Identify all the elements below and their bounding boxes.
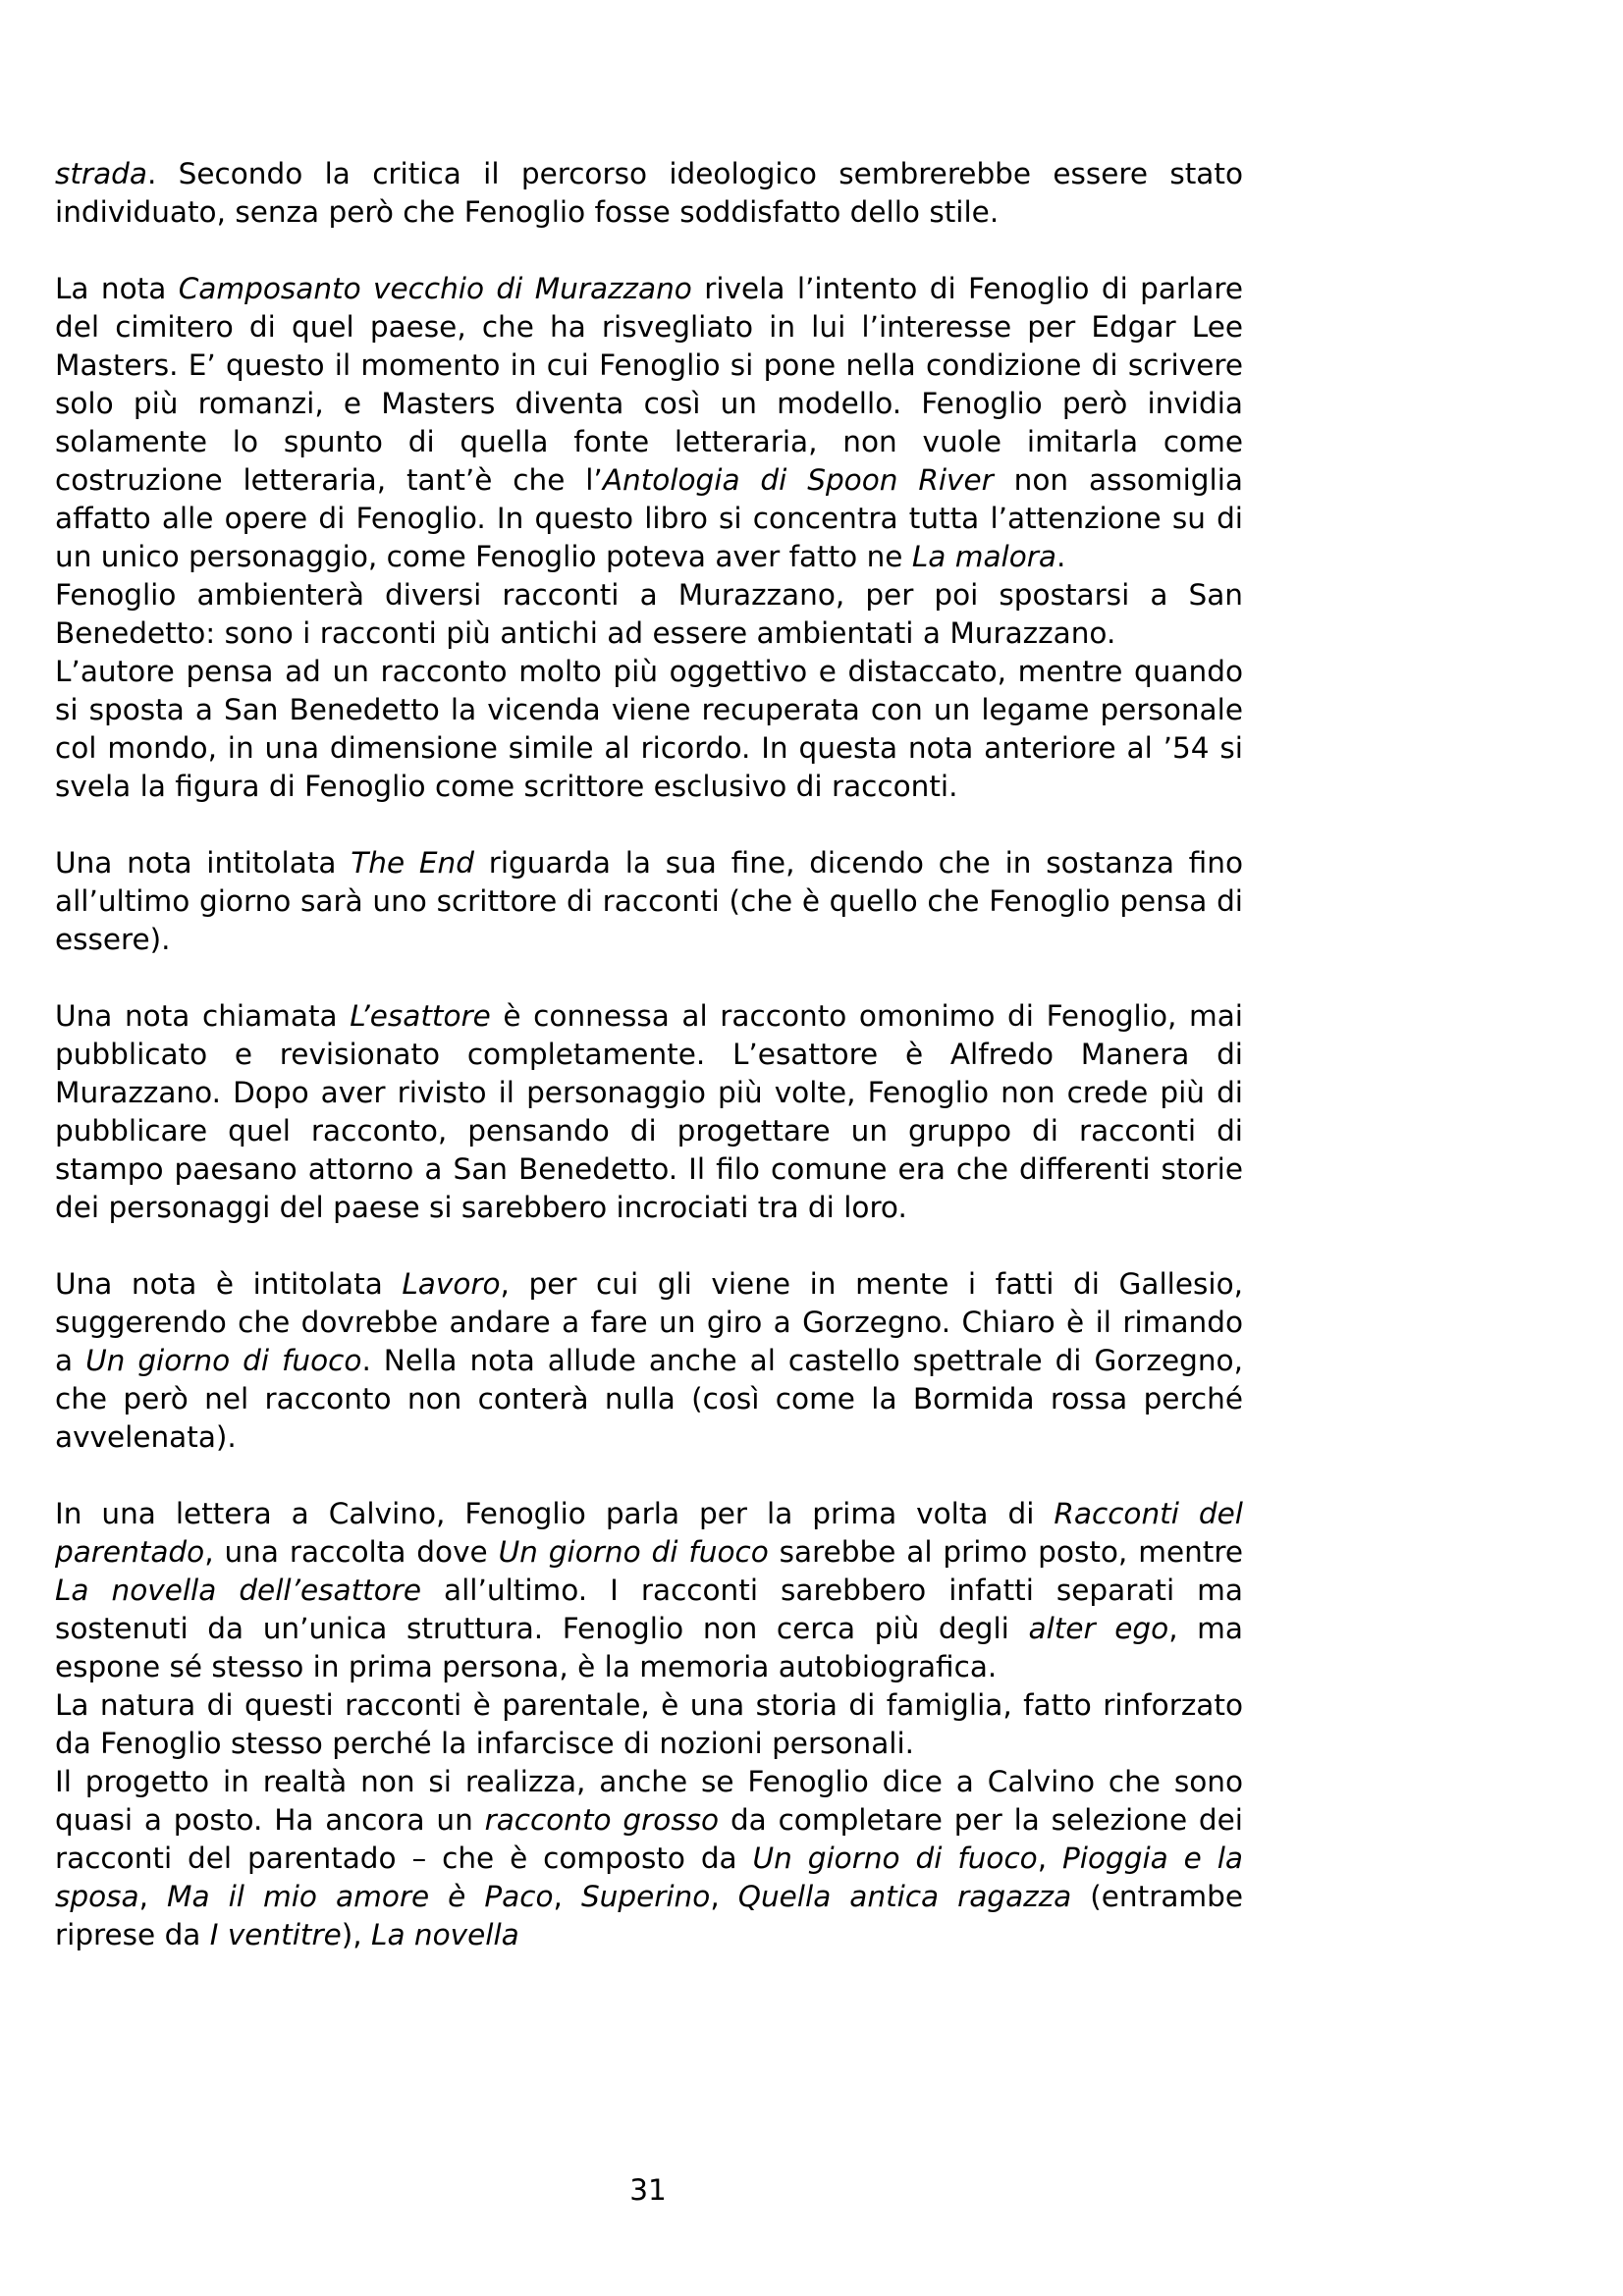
- paragraph: [55, 576, 1243, 653]
- italic-text: alter ego: [1028, 1612, 1169, 1645]
- paragraph: [55, 653, 1243, 806]
- paragraph: [55, 155, 1243, 232]
- page-number: 31: [629, 2173, 667, 2207]
- italic-text: Lavoro: [402, 1267, 501, 1301]
- text-run: ,: [1037, 1842, 1062, 1875]
- text-run: ,: [553, 1880, 581, 1913]
- italic-text: strada: [55, 157, 147, 190]
- text-run: riguarda la sua fine, dicendo che in sostanza fino all’ultimo giorno sarà uno scrittore di racconti (che è quello che Fenoglio pensa di essere).: [55, 846, 1244, 956]
- text-run: (entrambe riprese da: [55, 1880, 1244, 1951]
- text-run: ,: [710, 1880, 738, 1913]
- paragraph: [55, 1265, 1243, 1457]
- paragraph: [55, 997, 1243, 1227]
- text-run: sarebbe al primo posto, mentre: [768, 1535, 1243, 1569]
- text-run: La nota: [55, 272, 179, 305]
- italic-text: I ventitre: [209, 1918, 342, 1951]
- paragraph: [55, 1686, 1243, 1763]
- text-run: , per cui gli viene in mente i fatti di Gallesio, suggerendo che dovrebbe andare a fare un giro a Gorzegno. Chiaro è il rimando a: [55, 1267, 1243, 1377]
- text-run: all’ultimo. I racconti sarebbero infatti separati ma sostenuti da un’unica struttura. Fenoglio non cerca più degli: [55, 1574, 1243, 1645]
- italic-text: Antologia di Spoon River: [602, 463, 994, 497]
- text-run: L’autore pensa ad un racconto molto più oggettivo e distaccato, mentre quando si sposta a San Benedetto la vicenda viene recuperata con un legame personale col mondo, in una dimensione simile al ricordo. In questa nota anteriore al ’54 si svela la figura di Fenoglio come scrittore esclusivo di racconti.: [55, 655, 1243, 803]
- italic-text: Un giorno di fuoco: [85, 1344, 362, 1377]
- paragraph: [55, 844, 1243, 959]
- italic-text: Racconti del parentado: [55, 1497, 1243, 1569]
- text-run: non assomiglia affatto alle opere di Fenoglio. In questo libro si concentra tutta l’attenzione su di un unico personaggio, come Fenoglio poteva aver fatto ne: [55, 463, 1243, 573]
- italic-text: Camposanto vecchio di Murazzano: [178, 272, 692, 305]
- italic-text: Superino: [580, 1880, 711, 1913]
- text-run: . Nella nota allude anche al castello spettrale di Gorzegno, che però nel racconto non conterà nulla (così come la Bormida rossa perché avvelenata).: [55, 1344, 1243, 1454]
- italic-text: Un giorno di fuoco: [498, 1535, 769, 1569]
- text-run: è connessa al racconto omonimo di Fenoglio, mai pubblicato e revisionato completamente. L’esattore è Alfredo Manera di Murazzano. Dopo aver rivisto il personaggio più volte, Fenoglio non crede più di pubblicare quel racconto, pensando di progettare un gruppo di racconti di stampo paesano attorno a San Benedetto. Il filo comune era che differenti storie dei personaggi del paese si sarebbero incrociati tra di loro.: [55, 999, 1243, 1224]
- italic-text: Quella antica ragazza: [737, 1880, 1072, 1913]
- text-run: In una lettera a Calvino, Fenoglio parla per la prima volta di: [55, 1497, 1055, 1530]
- text-run: Fenoglio ambienterà diversi racconti a Murazzano, per poi spostarsi a San Benedetto: sono i racconti più antichi ad essere ambientati a Murazzano.: [55, 578, 1243, 650]
- text-run: Una nota intitolata: [55, 846, 352, 880]
- text-run: Una nota chiamata: [55, 999, 351, 1033]
- text-run: ),: [341, 1918, 372, 1951]
- text-run: , una raccolta dove: [204, 1535, 499, 1569]
- text-run: rivela l’intento di Fenoglio di parlare del cimitero di quel paese, che ha risvegliato in lui l’interesse per Edgar Lee Masters. E’ questo il momento in cui Fenoglio si pone nella condizione di scrivere solo più romanzi, e Masters diventa così un modello. Fenoglio però invidia solamente lo spunto di quella fonte letteraria, non vuole imitarla come costruzione letteraria, tant’è che l’: [55, 272, 1243, 497]
- paragraph: [55, 270, 1243, 576]
- text-run: Una nota è intitolata: [55, 1267, 403, 1301]
- text-run: ,: [138, 1880, 168, 1913]
- italic-text: La malora: [911, 540, 1056, 573]
- text-run: . Secondo la critica il percorso ideologico sembrerebbe essere stato individuato, senza però che Fenoglio fosse soddisfatto dello stile.: [55, 157, 1243, 229]
- text-run: , ma espone sé stesso in prima persona, è la memoria autobiografica.: [55, 1612, 1244, 1683]
- text-run: La natura di questi racconti è parentale, è una storia di famiglia, fatto rinforzato da Fenoglio stesso perché la infarcisce di nozioni personali.: [55, 1688, 1243, 1760]
- italic-text: Un giorno di fuoco: [752, 1842, 1038, 1875]
- italic-text: La novella dell’esattore: [55, 1574, 422, 1607]
- italic-text: Pioggia e la sposa: [55, 1842, 1243, 1913]
- paragraph: [55, 1495, 1243, 1686]
- italic-text: La novella: [371, 1918, 519, 1951]
- italic-text: L’esattore: [350, 999, 491, 1033]
- italic-text: The End: [351, 846, 474, 880]
- body-text: [55, 155, 1243, 1954]
- text-run: da completare per la selezione dei racconti del parentado – che è composto da: [55, 1803, 1243, 1875]
- italic-text: racconto grosso: [484, 1803, 720, 1837]
- text-run: Il progetto in realtà non si realizza, anche se Fenoglio dice a Calvino che sono quasi a posto. Ha ancora un: [55, 1765, 1243, 1837]
- paragraph: [55, 1763, 1243, 1954]
- text-run: .: [1055, 540, 1066, 573]
- italic-text: Ma il mio amore è Paco: [167, 1880, 554, 1913]
